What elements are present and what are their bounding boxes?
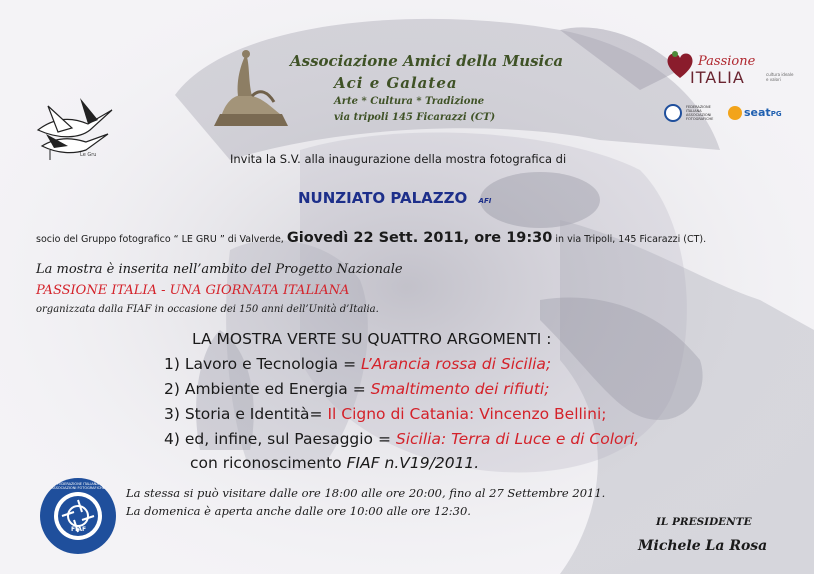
fiaf-small-caption: FEDERAZIONE ITALIANA ASSOCIAZIONI FOTOGRAFICHE [686,105,714,121]
recognition-lead: con riconoscimento [190,454,347,472]
topic-lead: 4) ed, infine, sul Paesaggio = [164,430,396,448]
event-datetime: Giovedì 22 Sett. 2011, ore 19:30 [286,230,553,246]
signature-title: IL PRESIDENTE [656,516,752,528]
passione-word: Passione [698,54,756,69]
recognition-code: FIAF n.V19/2011. [346,454,480,472]
statue-icon [208,48,294,130]
event-suffix: in via Tripoli, 145 Ficarazzi (CT). [555,234,707,245]
topic-highlight: Smaltimento dei rifiuti; [370,380,550,398]
topic-highlight: Il Cigno di Catania: Vincenzo Bellini; [327,405,607,423]
sponsor-logos [664,104,814,128]
le-gru-logo [28,88,120,166]
passione-italia-logo [666,48,806,98]
signature-name: Michele La Rosa [638,538,768,554]
topics-heading: LA MOSTRA VERTE SU QUATTRO ARGOMENTI : [192,330,552,348]
topic-highlight: Sicilia: Terra di Luce e di Colori, [395,430,640,448]
association-address: via tripoli 145 Ficarazzi (CT) [334,112,496,123]
topic-recognition [190,454,479,472]
event-prefix: socio del Gruppo fotografico “ LE GRU ” di Valverde, [36,234,284,245]
association-motto: Arte * Cultura * Tradizione [334,96,485,107]
photographer-name [298,189,491,207]
fiaf-small-icon [664,104,682,122]
statue-emblem [208,48,294,130]
le-gru-caption: Le Gru [80,152,97,158]
invite-line: Invita la S.V. alla inaugurazione della mostra fotografica di [230,152,567,166]
cranes-icon [28,88,120,166]
topic-highlight: L’Arancia rossa di Sicilia; [361,355,552,373]
topic-item-4 [164,430,639,448]
topic-lead: 1) Lavoro e Tecnologia = [164,355,362,373]
association-subname: Aci e Galatea [334,74,458,92]
photographer-suffix: AFI [478,197,492,205]
fiaf-badge [38,476,118,556]
project-line-1: La mostra è inserita nell’ambito del Progetto Nazionale [36,262,403,277]
seat-label-group [744,106,782,119]
seat-label: seat [744,106,771,119]
seat-icon [728,106,742,120]
passione-tagline: cultura ideale e valori [766,72,794,82]
topic-item-1 [164,355,551,373]
italia-word: ITALIA [690,68,745,87]
hours-line-1: La stessa si può visitare dalle ore 18:00 alle ore 20:00, fino al 27 Settembre 2011. [126,486,606,500]
topic-item-3 [164,405,606,423]
topic-item-2 [164,380,549,398]
project-line-2: PASSIONE ITALIA - UNA GIORNATA ITALIANA [36,283,350,298]
project-line-3: organizzata dalla FIAF in occasione dei 150 anni dell’Unità d’Italia. [36,304,379,315]
topic-lead: 3) Storia e Identità= [164,405,328,423]
fiaf-badge-center: FIAF [71,526,87,533]
seat-suffix: PG [770,110,782,118]
event-line [36,230,706,246]
association-name: Associazione Amici della Musica [290,52,564,70]
hours-line-2: La domenica è aperta anche dalle ore 10:00 alle ore 12:30. [126,504,471,518]
fiaf-badge-ring-text: FEDERAZIONE ITALIANA ASSOCIAZIONI FOTOGRAFICHE [51,482,105,490]
topic-lead: 2) Ambiente ed Energia = [164,380,371,398]
photographer-name-text: NUNZIATO PALAZZO [298,189,468,207]
